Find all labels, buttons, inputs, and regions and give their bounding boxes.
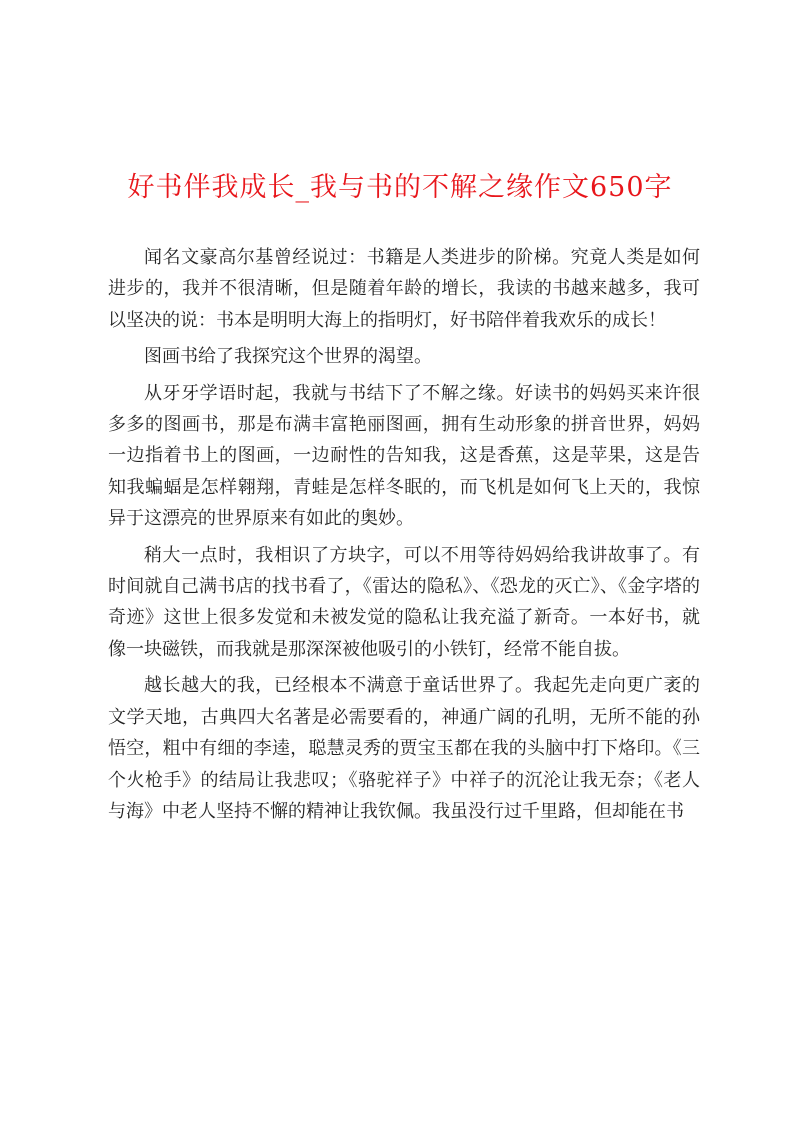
document-title: 好书伴我成长_我与书的不解之缘作文650字 bbox=[127, 172, 673, 203]
paragraph-4: 稍大一点时，我相识了方块字，可以不用等待妈妈给我讲故事了。有时间就自己满书店的找书看了，《雷达的隐私》、《恐龙的灭亡》、《金字塔的奇迹》这世上很多发觉和未被发觉的隐私让我充溢了新奇。一本好书，就像一块磁铁，而我就是那深深被他吸引的小铁钉，经常不能自拔。 bbox=[108, 544, 700, 660]
paragraph-1: 闻名文豪高尔基曾经说过：书籍是人类进步的阶梯。究竟人类是如何进步的，我并不很清晰，但是随着年龄的增长，我读的书越来越多，我可以坚决的说：书本是明明大海上的指明灯，好书陪伴着我欢乐的成长！ bbox=[108, 247, 700, 331]
paragraph-2: 图画书给了我探究这个世界的渴望。 bbox=[144, 346, 432, 368]
paragraph-5: 越长越大的我，已经根本不满意于童话世界了。我起先走向更广袤的文学天地，古典四大名著是必需要看的，神通广阔的孔明，无所不能的孙悟空，粗中有细的李逵，聪慧灵秀的贾宝玉都在我的头脑中打下烙印。《三个火枪手》的结局让我悲叹；《骆驼祥子》中祥子的沉沦让我无奈；《老人与海》中老人坚持不懈的精神让我钦佩。我虽没行过千里路，但却能在书 bbox=[108, 675, 700, 822]
paragraph-3: 从牙牙学语时起，我就与书结下了不解之缘。好读书的妈妈买来许很多多的图画书，那是布满丰富艳丽图画，拥有生动形象的拼音世界，妈妈一边指着书上的图画，一边耐性的告知我，这是香蕉，这是苹果，这是告知我蝙蝠是怎样翱翔，青蛙是怎样冬眠的，而飞机是如何飞上天的，我惊异于这漂亮的世界原来有如此的奥妙。 bbox=[108, 382, 700, 530]
document-body bbox=[108, 242, 700, 832]
